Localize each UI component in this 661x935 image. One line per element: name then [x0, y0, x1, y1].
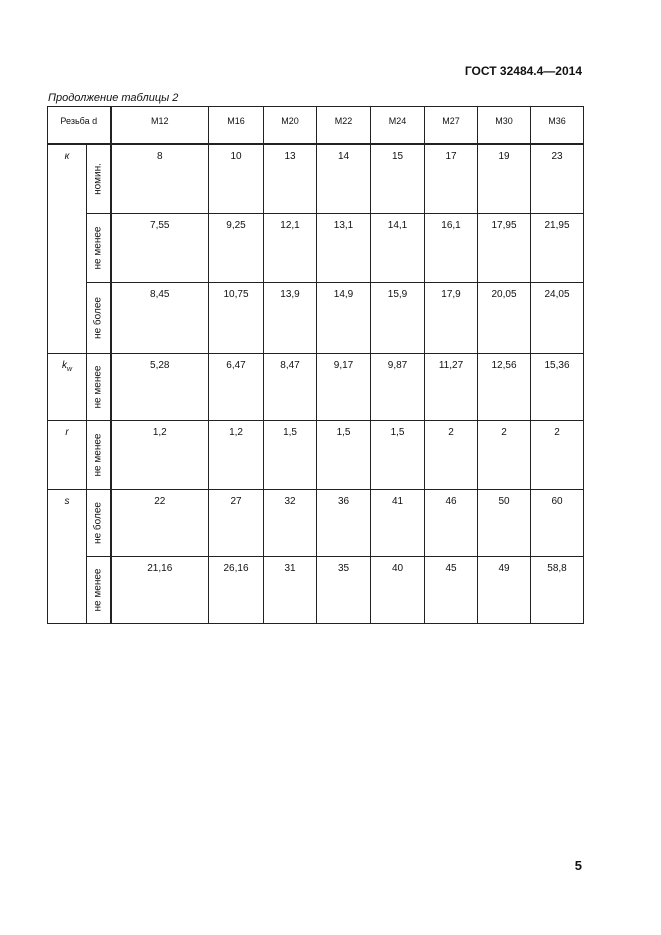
value-cell: 12,1 [264, 214, 317, 283]
value-cell: 22 [111, 490, 209, 557]
value-cell: 35 [317, 557, 371, 624]
value-cell: 12,56 [478, 354, 531, 421]
qualifier-cell: не менее [87, 354, 111, 421]
value-cell: 5,28 [111, 354, 209, 421]
value-cell: 10,75 [209, 283, 264, 354]
value-cell: 2 [531, 421, 584, 490]
value-cell: 45 [425, 557, 478, 624]
column-header: M12 [111, 107, 209, 145]
column-header: M36 [531, 107, 584, 145]
value-cell: 14,1 [371, 214, 425, 283]
value-cell: 2 [425, 421, 478, 490]
column-header: M27 [425, 107, 478, 145]
value-cell: 9,87 [371, 354, 425, 421]
qualifier-cell: номин. [87, 144, 111, 214]
table-row [48, 144, 584, 214]
value-cell: 24,05 [531, 283, 584, 354]
qualifier-cell: не более [87, 490, 111, 557]
value-cell: 6,47 [209, 354, 264, 421]
qualifier-cell: не менее [87, 421, 111, 490]
value-cell: 8 [111, 144, 209, 214]
value-cell: 17,9 [425, 283, 478, 354]
value-cell: 1,2 [111, 421, 209, 490]
param-cell: к [48, 144, 87, 354]
value-cell: 8,45 [111, 283, 209, 354]
value-cell: 15,36 [531, 354, 584, 421]
value-cell: 9,25 [209, 214, 264, 283]
value-cell: 40 [371, 557, 425, 624]
value-cell: 31 [264, 557, 317, 624]
value-cell: 17,95 [478, 214, 531, 283]
value-cell: 19 [478, 144, 531, 214]
value-cell: 21,16 [111, 557, 209, 624]
value-cell: 60 [531, 490, 584, 557]
value-cell: 58,8 [531, 557, 584, 624]
value-cell: 49 [478, 557, 531, 624]
value-cell: 17 [425, 144, 478, 214]
value-cell: 2 [478, 421, 531, 490]
value-cell: 14 [317, 144, 371, 214]
value-cell: 15,9 [371, 283, 425, 354]
value-cell: 1,5 [371, 421, 425, 490]
thread-label-header: Резьба d [48, 107, 111, 145]
column-header: M16 [209, 107, 264, 145]
value-cell: 7,55 [111, 214, 209, 283]
table-continuation-caption: Продолжение таблицы 2 [48, 92, 179, 104]
column-header: M30 [478, 107, 531, 145]
value-cell: 32 [264, 490, 317, 557]
value-cell: 50 [478, 490, 531, 557]
value-cell: 20,05 [478, 283, 531, 354]
value-cell: 15 [371, 144, 425, 214]
value-cell: 13 [264, 144, 317, 214]
value-cell: 26,16 [209, 557, 264, 624]
value-cell: 1,2 [209, 421, 264, 490]
value-cell: 16,1 [425, 214, 478, 283]
value-cell: 11,27 [425, 354, 478, 421]
table-row [48, 557, 584, 624]
value-cell: 23 [531, 144, 584, 214]
value-cell: 13,1 [317, 214, 371, 283]
value-cell: 10 [209, 144, 264, 214]
value-cell: 41 [371, 490, 425, 557]
value-cell: 1,5 [264, 421, 317, 490]
column-header: M22 [317, 107, 371, 145]
param-cell: $k_w$ [48, 354, 87, 421]
table-row [48, 283, 584, 354]
document-code: ГОСТ 32484.4—2014 [464, 64, 582, 78]
qualifier-cell: не менее [87, 557, 111, 624]
value-cell: 46 [425, 490, 478, 557]
value-cell: 1,5 [317, 421, 371, 490]
param-cell: s [48, 490, 87, 624]
param-cell: r [48, 421, 87, 490]
table-row [48, 214, 584, 283]
qualifier-cell: не менее [87, 214, 111, 283]
qualifier-cell: не более [87, 283, 111, 354]
column-header: M20 [264, 107, 317, 145]
dimensions-table [47, 106, 584, 624]
table-row [48, 421, 584, 490]
value-cell: 13,9 [264, 283, 317, 354]
value-cell: 21,95 [531, 214, 584, 283]
value-cell: 8,47 [264, 354, 317, 421]
value-cell: 27 [209, 490, 264, 557]
column-header: M24 [371, 107, 425, 145]
table-header-row [48, 107, 584, 145]
table-row [48, 490, 584, 557]
value-cell: 36 [317, 490, 371, 557]
table-row [48, 354, 584, 421]
value-cell: 14,9 [317, 283, 371, 354]
page-number: 5 [574, 858, 582, 873]
value-cell: 9,17 [317, 354, 371, 421]
